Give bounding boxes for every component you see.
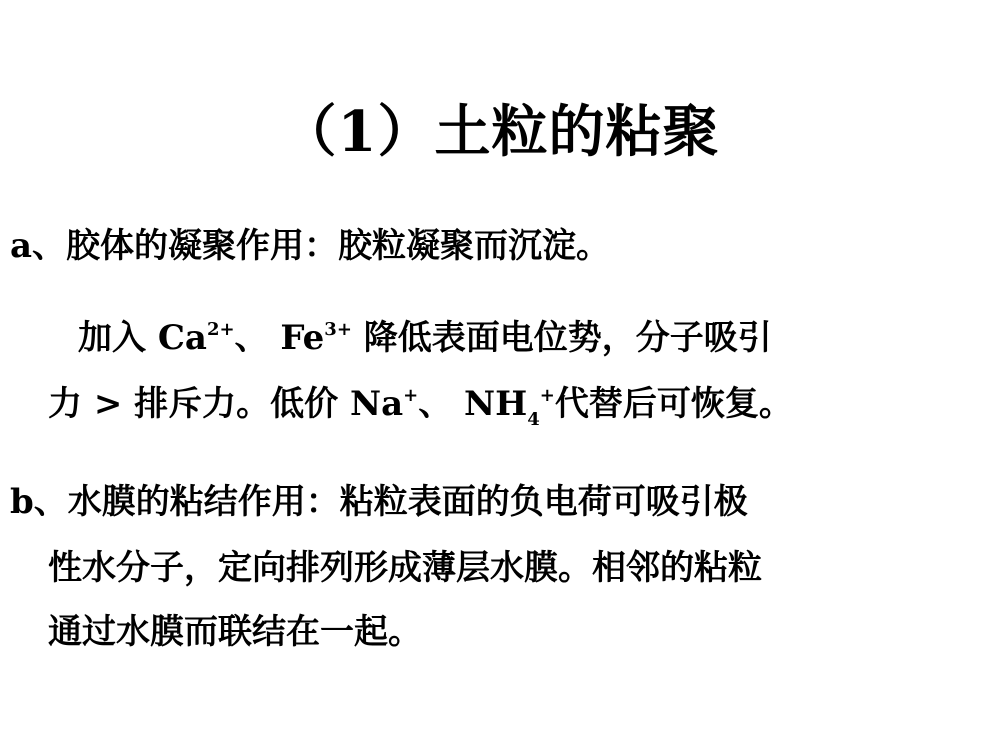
section-a-line-1 bbox=[78, 316, 772, 360]
text-segment: 力 > 排斥力。低价 Na bbox=[48, 384, 404, 424]
superscript: 3+ bbox=[324, 319, 352, 340]
superscript: + bbox=[403, 385, 419, 406]
text-segment: 、 NH bbox=[418, 384, 528, 424]
text-segment: 、 Fe bbox=[234, 318, 325, 358]
section-b-line-2: 性水分子，定向排列形成薄层水膜。相邻的粘粒 bbox=[48, 548, 762, 588]
subscript: 4 bbox=[527, 409, 540, 430]
section-a-line-2 bbox=[48, 382, 793, 430]
text-segment: 代替后可恢复。 bbox=[554, 384, 793, 424]
superscript: + bbox=[539, 385, 555, 406]
text-segment: 降低表面电位势，分子吸引 bbox=[351, 318, 772, 358]
section-b-line-3: 通过水膜而联结在一起。 bbox=[48, 612, 422, 652]
text-segment: 加入 Ca bbox=[78, 318, 207, 358]
slide-title: （1）土粒的粘聚 bbox=[280, 99, 720, 165]
section-b-line-1: b、水膜的粘结作用：粘粒表面的负电荷可吸引极 bbox=[10, 482, 748, 522]
section-a-heading: a、胶体的凝聚作用：胶粒凝聚而沉淀。 bbox=[10, 226, 611, 266]
superscript: 2+ bbox=[206, 319, 235, 340]
